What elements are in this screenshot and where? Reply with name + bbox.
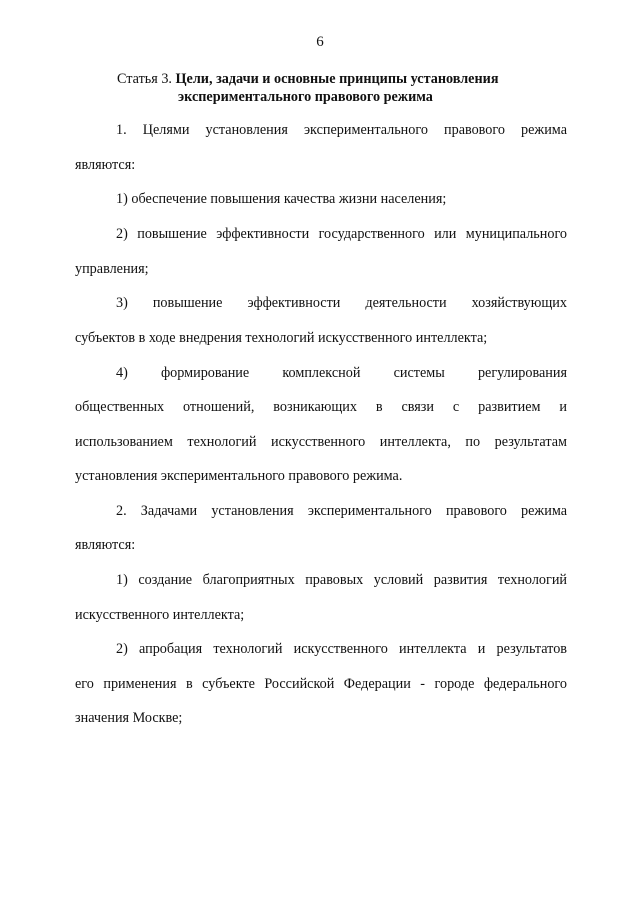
text-line: управления; [75,261,149,277]
article-title-line-2: экспериментального правового режима [178,89,433,105]
text-line: значения Москве; [75,710,183,726]
text-line: 1) обеспечение повышения качества жизни населения; [116,191,447,207]
article-heading [117,70,567,106]
text-line: 2) апробация технологий искусственного интеллекта и результатов [116,641,567,657]
text-line: 2. Задачами установления экспериментального правового режима [116,503,567,519]
text-line: 2) повышение эффективности государственного или муниципального [116,226,567,242]
text-line: 1. Целями установления экспериментального правового режима [116,122,567,138]
text-line: являются: [75,537,136,553]
article-title-line-1: Цели, задачи и основные принципы установления [175,71,499,87]
text-line: его применения в субъекте Российской Федерации - городе федерального [75,676,567,692]
article-label: Статья 3. [117,71,172,87]
text-line: являются: [75,157,136,173]
text-line: общественных отношений, возникающих в связи с развитием и [75,399,567,415]
page-number: 6 [316,34,324,50]
text-line: использованием технологий искусственного интеллекта, по результатам [75,434,567,450]
text-line: 3) повышение эффективности деятельности хозяйствующих [116,295,567,311]
text-line: субъектов в ходе внедрения технологий искусственного интеллекта; [75,330,488,346]
text-line: искусственного интеллекта; [75,607,245,623]
text-line: 4) формирование комплексной системы регулирования [116,365,567,381]
text-line: установления экспериментального правового режима. [75,468,403,484]
text-line: 1) создание благоприятных правовых условий развития технологий [116,572,567,588]
